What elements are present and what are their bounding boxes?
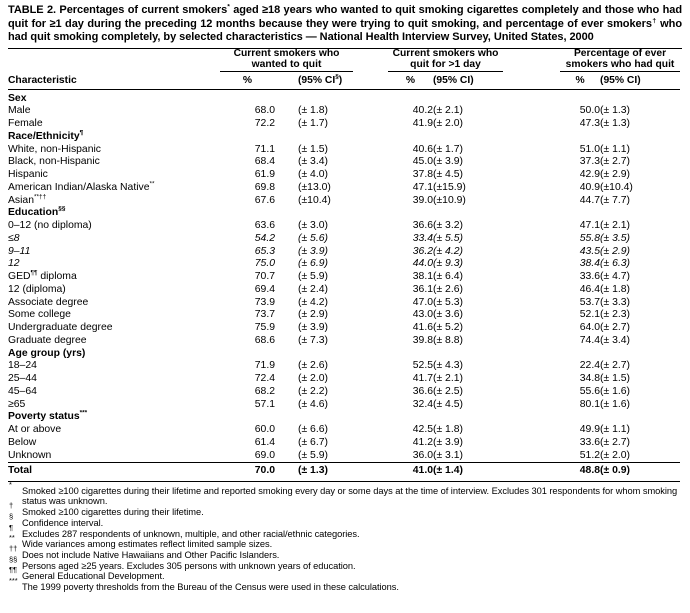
cell-gap [503, 169, 560, 182]
row-label: Sex [8, 92, 27, 104]
table-body [8, 89, 680, 481]
table-row [8, 322, 680, 335]
group-header-row [8, 49, 680, 71]
row-label: 0–12 (no diploma) [8, 220, 92, 232]
cell-ci: (± 2.9) [298, 309, 328, 321]
cell-percent: 53.7 [579, 296, 601, 308]
cell-ci: (± 8.8) [433, 334, 463, 346]
cell-gap [353, 156, 388, 169]
cell-ci: (± 6.3) [600, 258, 630, 270]
cell-percent: 38.4 [579, 258, 601, 270]
row-label: Education§§ [8, 205, 66, 219]
table-row [8, 297, 680, 310]
row-label: 18–24 [8, 360, 37, 372]
cell-ci: (± 1.6) [600, 385, 630, 397]
cell-percent: 68.0 [254, 105, 275, 117]
row-label: 9–11 [8, 245, 31, 257]
cell-ci: (± 1.1) [600, 143, 630, 155]
footnote: § Confidence interval. [9, 511, 104, 528]
cell-percent: 41.0 [388, 463, 433, 481]
table-row [8, 335, 680, 348]
cell-ci: (± 2.7) [600, 322, 630, 334]
cell-ci: (± 6.9) [298, 258, 328, 270]
col-header-pct-1: % [220, 71, 275, 89]
col-header-pct-3: % [560, 71, 600, 89]
cell-percent: 52.1 [579, 309, 601, 321]
group-gap [503, 71, 560, 89]
cell-ci: (± 1.4) [433, 463, 503, 481]
table-row [8, 246, 680, 259]
cell-ci: (± 1.3) [600, 118, 630, 130]
cell-ci: (± 1.7) [433, 143, 463, 155]
row-label: GED¶¶ diploma [8, 269, 77, 283]
cell-ci: (± 1.3) [600, 105, 630, 117]
cell-ci: (± 2.4) [298, 283, 328, 295]
cell-ci: (±10.4) [600, 181, 633, 193]
cell-gap [503, 450, 560, 463]
cell-percent: 48.8 [560, 463, 600, 481]
cell-ci: (± 5.2) [433, 322, 463, 334]
cell-gap [353, 399, 388, 412]
col-group-ever-smokers-quit: Percentage of ever smokers who had quit [560, 49, 680, 71]
row-label: Some college [8, 309, 71, 321]
row-label: Poverty status*** [8, 409, 88, 423]
cell-ci: (± 3.4) [600, 334, 630, 346]
table-row [8, 182, 680, 195]
cell-gap [503, 233, 560, 246]
cell-percent: 36.0 [412, 449, 433, 461]
col-header-ci-2: (95% CI) [433, 71, 503, 89]
row-label: Black, non-Hispanic [8, 156, 100, 168]
cell-percent: 70.7 [254, 271, 275, 283]
cell-ci: (±13.0) [298, 181, 331, 193]
row-label: Hispanic [8, 169, 48, 181]
cell-percent: 74.4 [579, 334, 601, 346]
col-group-wanted-to-quit: Current smokers who wanted to quit [220, 49, 353, 71]
footnote: ¶¶ General Educational Development. [9, 565, 165, 582]
table-row [8, 284, 680, 297]
cell-ci: (± 3.2) [433, 220, 463, 232]
row-label: Age group (yrs) [8, 347, 86, 359]
cell-gap [353, 144, 388, 157]
row-label: 25–44 [8, 373, 37, 385]
cell-ci: (± 3.9) [298, 322, 328, 334]
cell-ci: (± 4.2) [298, 296, 328, 308]
cell-gap [503, 463, 560, 481]
col-header-ci-1: (95% CI§) [275, 71, 353, 89]
cell-percent: 73.9 [254, 296, 275, 308]
cell-gap [503, 424, 560, 437]
cell-gap [353, 169, 388, 182]
table-row [8, 424, 680, 437]
cell-ci: (± 5.3) [433, 296, 463, 308]
row-label: 45–64 [8, 385, 37, 397]
cell-percent: 68.2 [254, 385, 275, 397]
cell-percent: 55.6 [579, 385, 601, 397]
col-header-ci-3: (95% CI) [600, 71, 680, 89]
table-row [8, 373, 680, 386]
cell-percent: 80.1 [579, 398, 601, 410]
cell-ci: (± 7.7) [600, 194, 630, 206]
table-row [8, 220, 680, 233]
cell-gap [353, 233, 388, 246]
row-label: Associate degree [8, 296, 89, 308]
cell-ci: (± 1.8) [433, 424, 463, 436]
cell-ci: (± 3.6) [433, 309, 463, 321]
cell-percent: 68.6 [254, 334, 275, 346]
section-row [8, 348, 680, 361]
cell-percent: 60.0 [254, 424, 275, 436]
cell-ci: (± 2.7) [600, 436, 630, 448]
cell-percent: 33.6 [579, 436, 601, 448]
cell-percent: 43.5 [579, 245, 601, 257]
cell-ci: (±10.4) [298, 194, 331, 206]
cell-gap [353, 284, 388, 297]
cell-ci: (± 4.3) [433, 360, 463, 372]
table-row [8, 386, 680, 399]
row-label: American Indian/Alaska Native** [8, 180, 155, 193]
footnote: † Smoked ≥100 cigarettes during their lifetime. [9, 501, 204, 518]
cell-ci: (± 4.5) [433, 169, 463, 181]
cell-gap [503, 182, 560, 195]
footnote: ** Wide variances among estimates reflect limited sample sizes. [9, 533, 273, 550]
cell-ci: (± 9.3) [433, 258, 463, 270]
cell-percent: 49.9 [579, 424, 601, 436]
cell-ci: (± 7.3) [298, 334, 328, 346]
cell-ci: (± 5.6) [298, 232, 328, 244]
footnote: * Smoked ≥100 cigarettes during their lifetime and reported smoking every day or some days at the time of interview. Excludes 301 respondents for whom smoking status was unknown. [9, 479, 678, 507]
cell-ci: (± 2.0) [433, 118, 463, 130]
cell-percent: 65.3 [254, 245, 275, 257]
row-label: Asian**†† [8, 193, 47, 206]
cell-percent: 61.4 [254, 436, 275, 448]
cell-ci: (± 2.2) [298, 385, 328, 397]
cell-percent: 47.3 [579, 118, 601, 130]
cell-ci: (± 2.9) [600, 245, 630, 257]
cell-gap [353, 246, 388, 259]
cell-percent: 36.6 [412, 220, 433, 232]
cell-ci: (± 3.9) [433, 436, 463, 448]
cell-percent: 40.9 [579, 181, 601, 193]
row-label: Male [8, 105, 31, 117]
cell-ci: (± 1.8) [600, 283, 630, 295]
cell-gap [503, 322, 560, 335]
cell-ci: (± 2.9) [600, 169, 630, 181]
cell-gap [503, 437, 560, 450]
cell-ci: (± 5.9) [298, 271, 328, 283]
cell-ci: (± 2.1) [600, 220, 630, 232]
col-header-characteristic: Characteristic [8, 71, 220, 89]
cell-ci: (± 3.3) [600, 296, 630, 308]
cell-gap [353, 118, 388, 131]
cell-gap [353, 322, 388, 335]
cell-ci: (± 1.1) [600, 424, 630, 436]
table-row [8, 105, 680, 118]
col-header-pct-2: % [388, 71, 433, 89]
cell-percent: 69.0 [254, 449, 275, 461]
table-row [8, 118, 680, 131]
section-row [8, 89, 680, 105]
cell-percent: 41.2 [412, 436, 433, 448]
row-label: Female [8, 118, 43, 130]
cell-percent: 69.4 [254, 283, 275, 295]
row-label: 12 [8, 258, 20, 270]
cell-percent: 44.0 [412, 258, 433, 270]
cell-percent: 68.4 [254, 156, 275, 168]
cell-ci: (± 2.1) [433, 373, 463, 385]
cell-percent: 38.1 [412, 271, 433, 283]
cell-gap [353, 220, 388, 233]
cell-ci: (± 3.1) [433, 449, 463, 461]
cell-percent: 71.9 [254, 360, 275, 372]
cell-percent: 36.1 [412, 283, 433, 295]
cell-percent: 69.8 [254, 181, 275, 193]
table-row [8, 463, 680, 481]
cell-percent: 55.8 [579, 232, 601, 244]
table-row [8, 144, 680, 157]
section-row [8, 131, 680, 144]
cell-gap [503, 258, 560, 271]
table-row [8, 156, 680, 169]
cell-gap [503, 386, 560, 399]
footnote: §§ Persons aged ≥25 years. Excludes 305 persons with unknown years of education. [9, 554, 356, 571]
table-row [8, 309, 680, 322]
cell-ci: (± 4.6) [298, 398, 328, 410]
row-label: At or above [8, 424, 62, 436]
cell-ci: (± 6.4) [433, 271, 463, 283]
cell-ci: (± 1.6) [600, 398, 630, 410]
row-label: Unknown [8, 449, 52, 461]
cell-percent: 33.6 [579, 271, 601, 283]
cell-ci: (± 2.6) [298, 360, 328, 372]
cell-percent: 41.6 [412, 322, 433, 334]
cell-gap [503, 118, 560, 131]
cell-gap [353, 182, 388, 195]
cell-ci: (± 6.7) [298, 436, 328, 448]
footnotes [8, 479, 682, 593]
group-gap [503, 49, 560, 71]
table-row [8, 258, 680, 271]
group-header-spacer [8, 49, 220, 71]
cell-percent: 70.0 [220, 463, 275, 481]
table-row [8, 195, 680, 208]
cell-gap [503, 284, 560, 297]
cell-gap [503, 105, 560, 118]
cell-percent: 47.1 [579, 220, 601, 232]
data-table [8, 49, 680, 482]
row-label: Below [8, 436, 37, 448]
group-gap [353, 49, 388, 71]
column-header-row [8, 71, 680, 89]
footnote: †† Does not include Native Hawaiians and Other Pacific Islanders. [9, 543, 280, 560]
cell-gap [503, 220, 560, 233]
cell-gap [353, 105, 388, 118]
cell-percent: 42.5 [412, 424, 433, 436]
cell-percent: 52.5 [412, 360, 433, 372]
cell-percent: 36.2 [412, 245, 433, 257]
table-row [8, 437, 680, 450]
cell-ci: (± 3.9) [298, 245, 328, 257]
cell-gap [503, 144, 560, 157]
cell-ci: (± 3.9) [433, 156, 463, 168]
cell-percent: 50.0 [579, 105, 601, 117]
cell-percent: 67.6 [254, 194, 275, 206]
footnote: ¶ Excludes 287 respondents of unknown, multiple, and other racial/ethnic categories. [9, 522, 360, 539]
cell-ci: (± 2.6) [433, 283, 463, 295]
cell-percent: 44.7 [579, 194, 601, 206]
section-row [8, 411, 680, 424]
cell-ci: (± 0.9) [600, 463, 680, 481]
row-label: Undergraduate degree [8, 322, 113, 334]
cell-gap [503, 271, 560, 284]
table-row [8, 399, 680, 412]
row-label: 12 (diploma) [8, 283, 66, 295]
row-label: ≥65 [8, 398, 26, 410]
cell-ci: (±15.9) [433, 181, 466, 193]
table-row [8, 271, 680, 284]
cell-percent: 71.1 [254, 143, 275, 155]
cell-ci: (± 2.7) [600, 156, 630, 168]
cell-gap [503, 297, 560, 310]
row-label: White, non-Hispanic [8, 143, 101, 155]
cell-percent: 57.1 [254, 398, 275, 410]
cell-gap [503, 156, 560, 169]
cell-gap [503, 335, 560, 348]
table-row [8, 169, 680, 182]
cell-gap [353, 271, 388, 284]
group-gap [353, 71, 388, 89]
cell-percent: 41.7 [412, 373, 433, 385]
footnote: *** The 1999 poverty thresholds from the Bureau of the Census were used in these calculations. [9, 576, 399, 593]
cell-percent: 47.0 [412, 296, 433, 308]
cell-ci: (± 1.5) [600, 373, 630, 385]
cell-gap [503, 309, 560, 322]
cell-percent: 75.0 [254, 258, 275, 270]
cell-percent: 43.0 [412, 309, 433, 321]
cell-ci: (± 1.7) [298, 118, 328, 130]
cell-ci: (± 3.4) [298, 156, 328, 168]
row-label: Total [8, 463, 220, 481]
cell-gap [353, 463, 388, 481]
cell-ci: (± 1.8) [298, 105, 328, 117]
cell-ci: (± 6.6) [298, 424, 328, 436]
cell-percent: 39.0 [412, 194, 433, 206]
section-row [8, 207, 680, 220]
table-title: TABLE 2. Percentages of current smokers* aged ≥18 years who wanted to quit smoking cigarettes completely and those who had quit for ≥1 day during the preceding 12 months because they were trying to quit smoking, and percentage of ever smokers† who had quit smoking completely, by selected characteristics — National Health Interview Survey, United States, 2000 [8, 3, 682, 44]
cell-percent: 54.2 [254, 232, 275, 244]
table-row [8, 233, 680, 246]
cell-percent: 47.1 [412, 181, 433, 193]
cell-gap [503, 246, 560, 259]
cell-ci: (± 5.5) [433, 232, 463, 244]
cell-ci: (±10.9) [433, 194, 466, 206]
cell-ci: (± 2.5) [433, 385, 463, 397]
cell-gap [353, 309, 388, 322]
cell-percent: 41.9 [412, 118, 433, 130]
cell-gap [353, 297, 388, 310]
cell-percent: 36.6 [412, 385, 433, 397]
cell-gap [353, 437, 388, 450]
cell-percent: 40.2 [412, 105, 433, 117]
cell-percent: 32.4 [412, 398, 433, 410]
cell-gap [503, 360, 560, 373]
row-label: Graduate degree [8, 334, 87, 346]
cell-ci: (± 4.2) [433, 245, 463, 257]
cell-percent: 37.8 [412, 169, 433, 181]
cell-ci: (± 4.7) [600, 271, 630, 283]
cell-percent: 42.9 [579, 169, 601, 181]
cell-percent: 64.0 [579, 322, 601, 334]
table-row [8, 450, 680, 463]
cell-percent: 72.2 [254, 118, 275, 130]
row-label: Race/Ethnicity¶ [8, 129, 84, 142]
cell-gap [353, 386, 388, 399]
cell-gap [503, 373, 560, 386]
cell-ci: (± 3.5) [600, 232, 630, 244]
cell-ci: (± 2.3) [600, 309, 630, 321]
cell-percent: 51.2 [579, 449, 601, 461]
cell-percent: 37.3 [579, 156, 601, 168]
cell-ci: (± 4.5) [433, 398, 463, 410]
cell-ci: (± 2.0) [298, 373, 328, 385]
cell-gap [503, 399, 560, 412]
cell-ci: (± 3.0) [298, 220, 328, 232]
cell-percent: 73.7 [254, 309, 275, 321]
cell-percent: 46.4 [579, 283, 601, 295]
cell-ci: (± 2.7) [600, 360, 630, 372]
cell-percent: 75.9 [254, 322, 275, 334]
cell-ci: (± 1.3) [275, 463, 353, 481]
cell-ci: (± 2.0) [600, 449, 630, 461]
cell-percent: 72.4 [254, 373, 275, 385]
cell-ci: (± 1.5) [298, 143, 328, 155]
cell-gap [353, 373, 388, 386]
cell-percent: 40.6 [412, 143, 433, 155]
cell-percent: 33.4 [412, 232, 433, 244]
cell-percent: 45.0 [412, 156, 433, 168]
cell-gap [353, 335, 388, 348]
cell-gap [353, 450, 388, 463]
cell-gap [353, 360, 388, 373]
cell-percent: 63.6 [254, 220, 275, 232]
cell-percent: 34.8 [579, 373, 601, 385]
cell-ci: (± 2.1) [433, 105, 463, 117]
cell-percent: 51.0 [579, 143, 601, 155]
cell-percent: 61.9 [254, 169, 275, 181]
cell-percent: 39.8 [412, 334, 433, 346]
cell-gap [503, 195, 560, 208]
table-row [8, 360, 680, 373]
row-label: ≤8 [8, 232, 20, 244]
cell-gap [353, 424, 388, 437]
cell-ci: (± 4.0) [298, 169, 328, 181]
cell-ci: (± 5.9) [298, 449, 328, 461]
col-group-quit-1-day: Current smokers who quit for >1 day [388, 49, 503, 71]
cell-percent: 22.4 [579, 360, 601, 372]
cell-gap [353, 258, 388, 271]
cell-gap [353, 195, 388, 208]
